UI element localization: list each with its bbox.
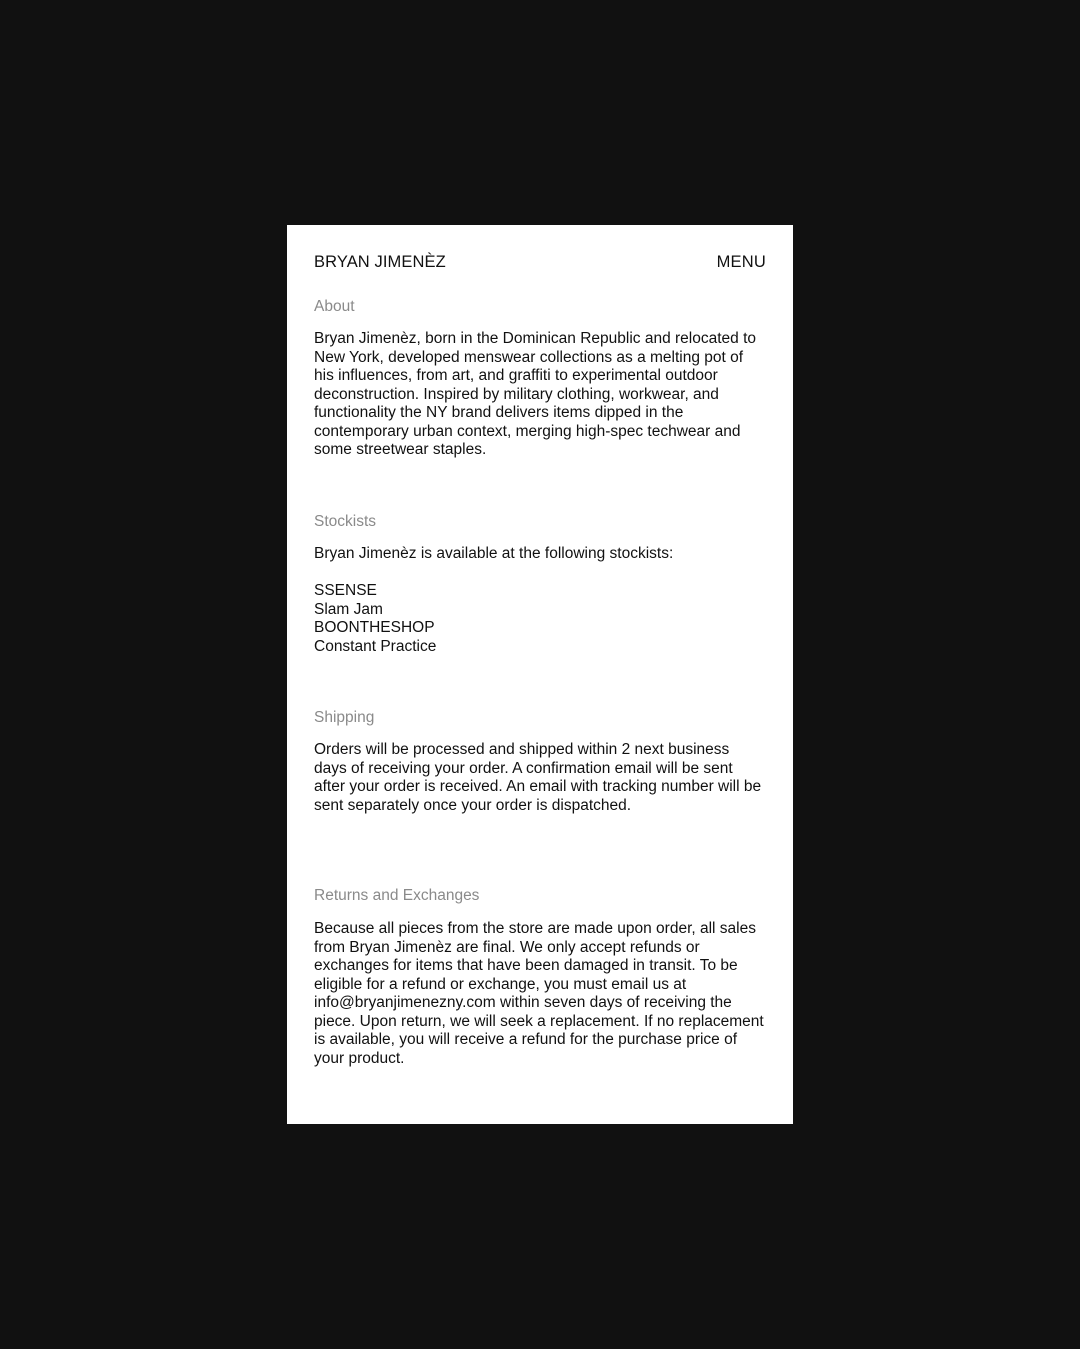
about-title: About	[314, 298, 355, 315]
stockist-item: SSENSE	[314, 582, 377, 599]
stockists-title: Stockists	[314, 513, 377, 530]
menu-button[interactable]: MENU	[716, 252, 766, 271]
brand-logo[interactable]: BRYAN JIMENÈZ	[314, 252, 446, 271]
stockist-item: BOONTHESHOP	[314, 619, 435, 636]
about-text: Bryan Jimenèz, born in the Dominican Republic and relocated to New York, developed menswear collections as a melting pot of his influences, from art, and graffiti to experimental outdoor deconstruction. Inspired by military clothing, workwear, and functionality the NY brand delivers items dipped in the contemporary urban context, merging high-spec techwear and some streetwear staples.	[314, 330, 756, 458]
stockists-list	[314, 582, 436, 656]
site-header	[314, 251, 766, 273]
stockist-item: Slam Jam	[314, 600, 383, 618]
mobile-page	[287, 225, 793, 1124]
returns-text: Because all pieces from the store are made upon order, all sales from Bryan Jimenèz are final. We only accept refunds or exchanges for items that have been damaged in transit. To be eligible for a refund or exchange, you must email us at info@bryanjimenezny.com within seven days of receiving the piece. Upon return, we will seek a replacement. If no replacement is available, you will receive a refund for the purchase price of your product.	[314, 920, 764, 1067]
stockists-intro: Bryan Jimenèz is available at the following stockists:	[314, 545, 674, 562]
returns-title: Returns and Exchanges	[314, 887, 480, 904]
stockist-item: Constant Practice	[314, 637, 437, 655]
shipping-text: Orders will be processed and shipped within 2 next business days of receiving your order. A confirmation email will be sent after your order is received. An email with tracking number will be sent separately once your order is dispatched.	[314, 741, 762, 814]
shipping-title: Shipping	[314, 709, 375, 726]
